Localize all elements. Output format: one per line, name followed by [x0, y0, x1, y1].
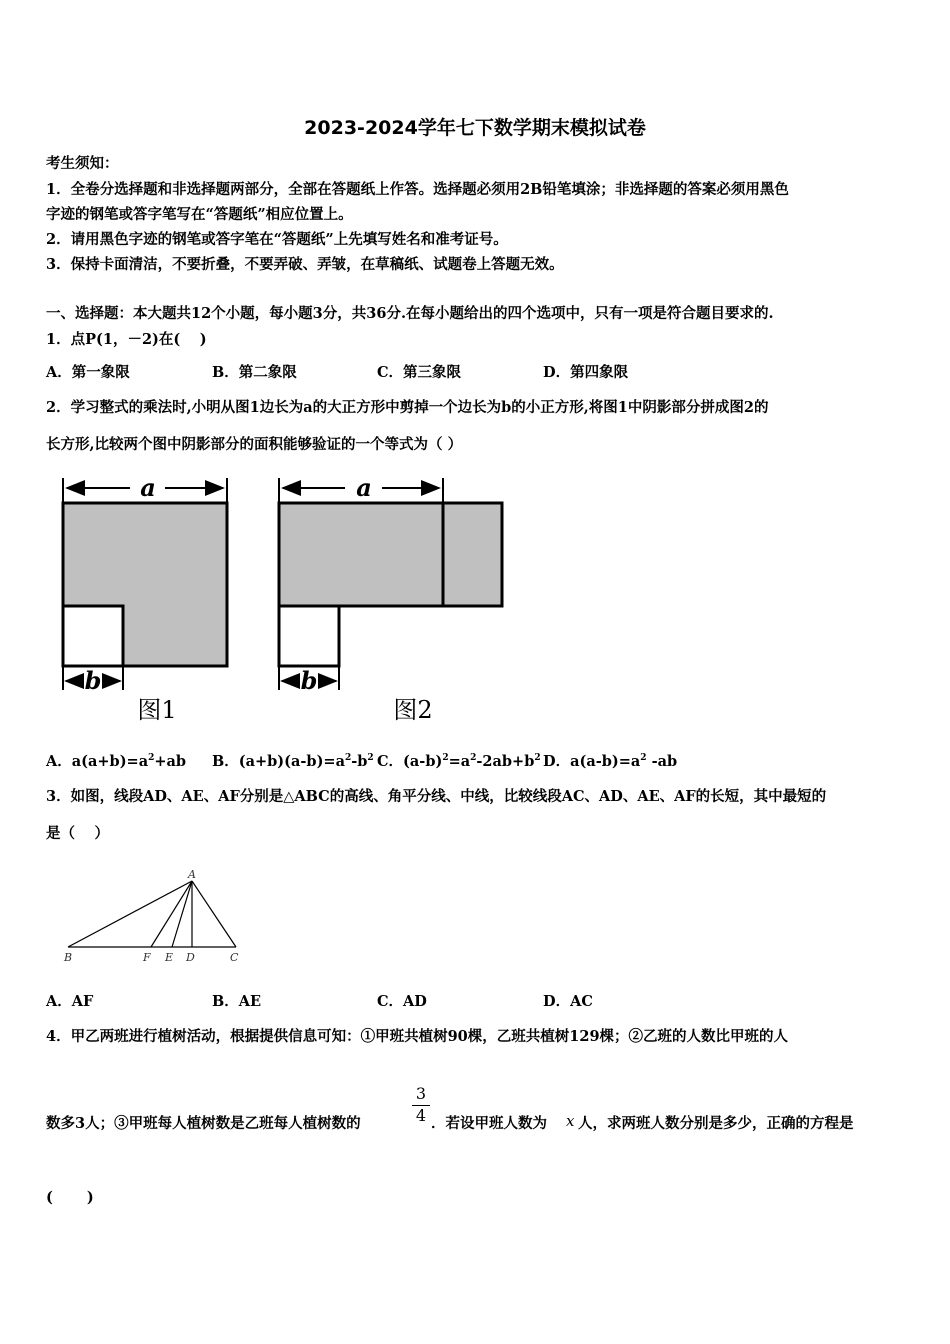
q2-stem-line-1: 2．学习整式的乘法时,小明从图1边长为a的大正方形中剪掉一个边长为b的小正方形,将图1中阴影部分拼成图2的	[46, 399, 769, 416]
section-heading: 一、选择题：本大题共12个小题，每小题3分，共36分.在每小题给出的四个选项中，只有一项是符合题目要求的.	[46, 305, 774, 322]
point-label-d: D	[186, 951, 195, 964]
fig1-label-b: b	[84, 666, 102, 695]
fig1-label-a: a	[140, 473, 156, 502]
q4-line-2-mid: ．若设甲班人数为	[431, 1115, 547, 1132]
fraction-denominator: 4	[415, 1106, 427, 1125]
notice-line-4: 3．保持卡面清洁，不要折叠，不要弄破、弄皱，在草稿纸、试题卷上答题无效。	[46, 256, 564, 273]
q2-figures	[0, 460, 560, 740]
q1-stem: 1．点P(1，－2)在( )	[46, 331, 207, 348]
fig2-left-rectangle	[279, 503, 443, 606]
notice-line-2: 字迹的钢笔或答字笔写在“答题纸”相应位置上。	[46, 206, 353, 223]
fig1-caption: 图1	[137, 696, 177, 724]
notice-line-3: 2．请用黑色字迹的钢笔或答字笔在“答题纸”上先填写姓名和准考证号。	[46, 231, 508, 248]
q2-option-b: B．$(a+b)(a-b)=a^2-b^2$	[212, 753, 374, 770]
point-label-a: A	[188, 868, 196, 881]
page-title: 2023-2024学年七下数学期末模拟试卷	[304, 117, 646, 139]
q4-variable-x: x	[566, 1112, 575, 1130]
q2-option-d: D．$a(a-b)=a^2$ -ab	[543, 753, 678, 770]
fig2-label-a: a	[356, 473, 372, 502]
point-label-f: F	[143, 951, 151, 964]
fig2-label-b: b	[300, 666, 318, 695]
q4-answer-bracket: ( )	[46, 1189, 94, 1206]
point-label-b: B	[64, 951, 73, 964]
figure-1	[63, 473, 227, 724]
fig2-small-square	[279, 606, 339, 666]
q1-option-d: D．第四象限	[543, 364, 629, 381]
q1-option-a: A．第一象限	[46, 364, 130, 381]
q2-option-a: A．$a(a+b)=a^2+ab$	[46, 753, 187, 770]
q4-line-1: 4．甲乙两班进行植树活动，根据提供信息可知：①甲班共植树90棵，乙班共植树129棵；②乙班的人数比甲班的人	[46, 1028, 789, 1045]
q3-stem-line-1: 3．如图，线段AD、AE、AF分别是△ABC的高线、角平分线、中线，比较线段AC、AD、AE、AF的长短，其中最短的	[46, 788, 827, 805]
q2-stem-line-2: 长方形,比较两个图中阴影部分的面积能够验证的一个等式为（ ）	[46, 436, 463, 453]
notice-heading: 考生须知：	[46, 155, 119, 172]
q3-triangle-figure	[55, 865, 255, 970]
point-label-c: C	[230, 951, 239, 964]
point-label-e: E	[165, 951, 174, 964]
q4-line-2-pre: 数多3人；③甲班每人植树数是乙班每人植树数的	[46, 1115, 361, 1132]
q2-option-c: C．$(a-b)^2=a^2-2ab+b^2$	[377, 753, 541, 770]
figure-2	[279, 473, 502, 724]
q1-option-c: C．第三象限	[377, 364, 462, 381]
q4-line-2-post: 人，求两班人数分别是多少，正确的方程是	[578, 1115, 854, 1132]
q4-fraction	[412, 1084, 430, 1125]
fraction-numerator: 3	[415, 1084, 427, 1103]
fig2-right-rectangle	[443, 503, 502, 606]
q1-option-b: B．第二象限	[212, 364, 297, 381]
notice-line-1: 1．全卷分选择题和非选择题两部分，全部在答题纸上作答。选择题必须用2B铅笔填涂；非选择题的答案必须用黑色	[46, 181, 789, 198]
q3-option-c: C．AD	[377, 993, 427, 1010]
q3-option-a: A．AF	[46, 993, 94, 1010]
q3-stem-line-2: 是（ ）	[46, 825, 110, 842]
fig1-small-square	[63, 606, 123, 666]
q3-option-b: B．AE	[212, 993, 262, 1010]
fig2-caption: 图2	[393, 696, 433, 724]
q3-option-d: D．AC	[543, 993, 593, 1010]
